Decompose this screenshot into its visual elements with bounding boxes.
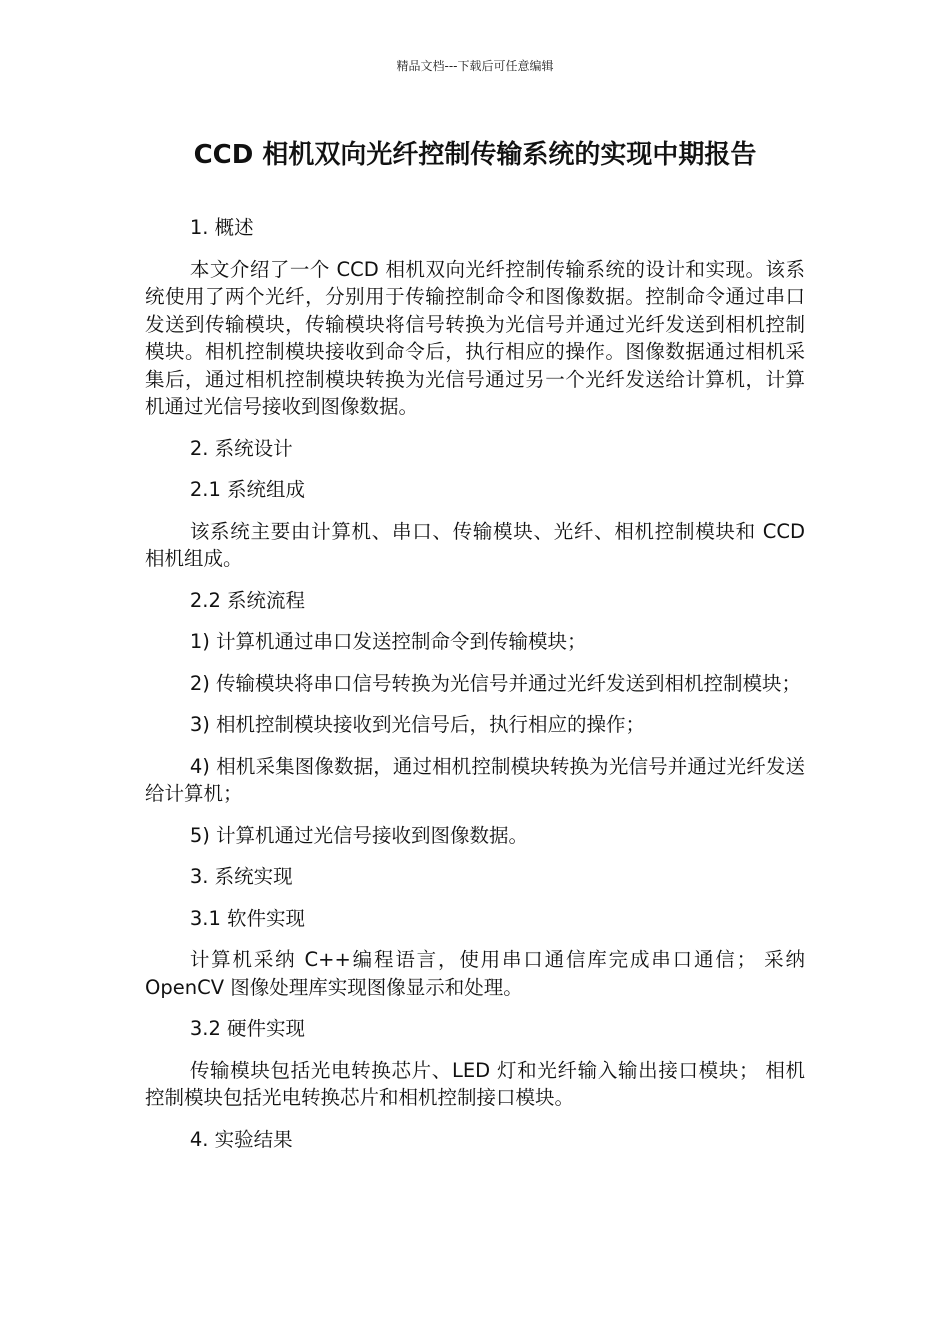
paragraph: 本文介绍了一个 CCD 相机双向光纤控制传输系统的设计和实现。该系统使用了两个光纤，分别用于传输控制命令和图像数据。控制命令通过串口发送到传输模块，传输模块将信号转换为光信号并通过光纤发送到相机控制模块。相机控制模块接收到命令后，执行相应的操作。图像数据通过相机采集后，通过相机控制模块转换为光信号通过另一个光纤发送给计算机，计算机通过光信号接收到图像数据。 [145, 257, 805, 418]
section-heading: 4. 实验结果 [189, 1127, 293, 1151]
document-title: CCD 相机双向光纤控制传输系统的实现中期报告 [193, 140, 757, 170]
paragraph: 计算机采纳 C++编程语言，使用串口通信库完成串口通信； 采纳 OpenCV 图像处理库实现图像显示和处理。 [145, 948, 805, 999]
list-item: 1) 计算机通过串口发送控制命令到传输模块； [189, 630, 587, 653]
subsection-heading: 2.1 系统组成 [189, 478, 306, 501]
list-item: 2) 传输模块将串口信号转换为光信号并通过光纤发送到相机控制模块； [189, 671, 802, 695]
document-body [145, 214, 805, 1167]
paragraph: 该系统主要由计算机、串口、传输模块、光纤、相机控制模块和 CCD 相机组成。 [145, 519, 805, 570]
section-heading: 2. 系统设计 [189, 436, 293, 460]
section-heading: 3. 系统实现 [189, 865, 293, 888]
list-item: 5) 计算机通过光信号接收到图像数据。 [189, 823, 529, 847]
subsection-heading: 3.1 软件实现 [189, 906, 306, 930]
header-note: 精品文档---下载后可任意编辑 [396, 59, 554, 73]
paragraph: 传输模块包括光电转换芯片、LED 灯和光纤输入输出接口模块； 相机控制模块包括光电转换芯片和相机控制接口模块。 [145, 1058, 805, 1109]
section-heading: 1. 概述 [189, 216, 254, 239]
subsection-heading: 2.2 系统流程 [189, 588, 306, 612]
subsection-heading: 3.2 硬件实现 [189, 1017, 306, 1040]
list-item: 4) 相机采集图像数据，通过相机控制模块转换为光信号并通过光纤发送给计算机； [145, 754, 805, 805]
list-item: 3) 相机控制模块接收到光信号后，执行相应的操作； [189, 713, 646, 736]
